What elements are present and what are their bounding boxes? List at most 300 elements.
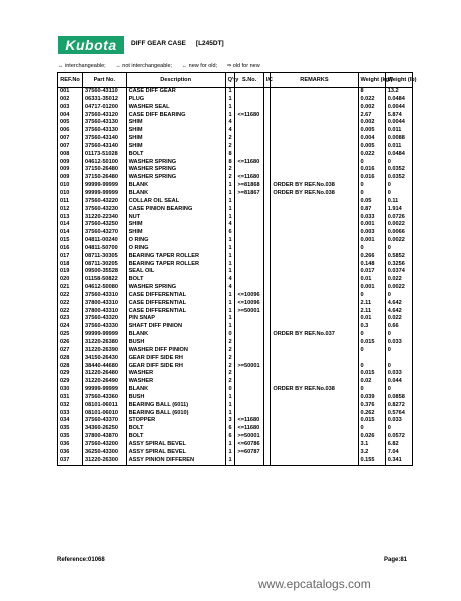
table-cell: 026 xyxy=(58,339,83,347)
table-cell xyxy=(263,394,271,402)
table-row xyxy=(58,308,413,316)
col-weight-lb: Weight (lb) xyxy=(385,73,412,88)
table-cell: 0 xyxy=(225,386,235,394)
table-row xyxy=(58,370,413,378)
table-cell: 3.1 xyxy=(358,441,385,449)
table-cell: 0.003 xyxy=(358,229,385,237)
table-cell xyxy=(235,245,263,253)
table-cell: 1 xyxy=(225,449,235,457)
table-cell: 016 xyxy=(58,245,83,253)
table-cell: 1 xyxy=(225,315,235,323)
table-cell xyxy=(235,206,263,214)
table-cell xyxy=(271,229,358,237)
table-cell: 99999-99999 xyxy=(83,331,127,339)
table-row xyxy=(58,96,413,104)
table-cell: 022 xyxy=(58,300,83,308)
table-cell: <=11680 xyxy=(235,174,263,182)
table-cell: 1 xyxy=(225,308,235,316)
table-cell xyxy=(235,151,263,159)
table-cell: 1 xyxy=(225,292,235,300)
table-cell: 8 xyxy=(225,159,235,167)
table-cell: 0.015 xyxy=(358,417,385,425)
table-cell xyxy=(263,151,271,159)
table-cell: >=50001 xyxy=(235,363,263,371)
table-cell: 1 xyxy=(225,410,235,418)
table-cell xyxy=(235,386,263,394)
table-cell: >=60787 xyxy=(235,449,263,457)
table-cell: 1 xyxy=(225,268,235,276)
table-cell: 1 xyxy=(225,112,235,120)
table-cell xyxy=(263,143,271,151)
table-cell xyxy=(263,88,271,96)
table-cell: ORDER BY REF.No.038 xyxy=(271,190,358,198)
table-cell: 009 xyxy=(58,166,83,174)
table-cell: SEAL OIL xyxy=(126,268,225,276)
table-cell xyxy=(271,237,358,245)
table-row xyxy=(58,355,413,363)
table-cell xyxy=(263,308,271,316)
table-cell: SHIM xyxy=(126,127,225,135)
table-cell: SHIM xyxy=(126,143,225,151)
table-cell: 029 xyxy=(58,370,83,378)
table-cell: ORDER BY REF.No.037 xyxy=(271,331,358,339)
table-cell: WASHER xyxy=(126,370,225,378)
table-cell: ORDER BY REF.No.038 xyxy=(271,182,358,190)
table-cell: WASHER SPRING xyxy=(126,166,225,174)
table-row xyxy=(58,206,413,214)
table-cell: 0.0374 xyxy=(385,268,412,276)
table-cell: 37560-43130 xyxy=(83,127,127,135)
table-cell: 0.5852 xyxy=(385,253,412,261)
table-cell xyxy=(263,355,271,363)
table-cell: 0 xyxy=(358,245,385,253)
table-cell: CASE PINION BEARING xyxy=(126,206,225,214)
table-cell: 014 xyxy=(58,229,83,237)
table-cell: 009 xyxy=(58,174,83,182)
table-cell xyxy=(271,206,358,214)
table-cell xyxy=(271,214,358,222)
table-cell xyxy=(235,261,263,269)
table-row xyxy=(58,112,413,120)
table-cell: CASE DIFF GEAR xyxy=(126,88,225,96)
table-cell xyxy=(235,276,263,284)
table-cell: 0.026 xyxy=(358,433,385,441)
table-cell: 8 xyxy=(358,88,385,96)
table-cell: 0.022 xyxy=(358,151,385,159)
table-cell: ASSY SPIRAL BEVEL xyxy=(126,441,225,449)
table-cell: 1 xyxy=(225,104,235,112)
table-cell: 0.016 xyxy=(358,174,385,182)
table-cell: 34360-26250 xyxy=(83,425,127,433)
table-cell xyxy=(271,355,358,363)
table-cell: 0.0044 xyxy=(385,104,412,112)
table-cell: 0.05 xyxy=(358,198,385,206)
table-cell xyxy=(271,425,358,433)
table-row xyxy=(58,159,413,167)
table-cell: 035 xyxy=(58,425,83,433)
table-cell: 0.017 xyxy=(358,268,385,276)
table-cell xyxy=(271,441,358,449)
col-part-no: Part No. xyxy=(83,73,127,88)
table-cell: 4.642 xyxy=(385,300,412,308)
table-cell: 1 xyxy=(225,182,235,190)
table-cell: 0.0726 xyxy=(385,214,412,222)
table-cell xyxy=(263,166,271,174)
table-row xyxy=(58,214,413,222)
table-cell: 2 xyxy=(225,378,235,386)
table-cell: 0.0066 xyxy=(385,229,412,237)
page-number: Page:81 xyxy=(384,557,408,563)
table-cell xyxy=(271,253,358,261)
table-cell: 0 xyxy=(358,159,385,167)
table-cell xyxy=(271,198,358,206)
table-row xyxy=(58,190,413,198)
table-cell: 37560-43370 xyxy=(83,417,127,425)
table-cell: 0.044 xyxy=(385,378,412,386)
table-cell: GEAR DIFF SIDE RH xyxy=(126,363,225,371)
table-cell: 030 xyxy=(58,386,83,394)
table-cell: 4 xyxy=(225,284,235,292)
table-cell: 0 xyxy=(385,190,412,198)
table-cell xyxy=(263,315,271,323)
table-cell xyxy=(271,402,358,410)
table-cell xyxy=(271,370,358,378)
table-cell: 036 xyxy=(58,441,83,449)
table-cell: 31220-26480 xyxy=(83,370,127,378)
table-cell: 4 xyxy=(225,119,235,127)
table-cell: 007 xyxy=(58,143,83,151)
table-cell xyxy=(271,119,358,127)
table-cell: 37800-43870 xyxy=(83,433,127,441)
table-cell: 0.8272 xyxy=(385,402,412,410)
table-cell: BUSH xyxy=(126,394,225,402)
table-cell: 37800-43310 xyxy=(83,300,127,308)
table-cell xyxy=(263,425,271,433)
table-cell: 6.82 xyxy=(385,441,412,449)
table-cell: 37560-43140 xyxy=(83,143,127,151)
table-cell: 4.642 xyxy=(385,308,412,316)
table-cell: ASSY PINION DIFFEREN xyxy=(126,457,225,465)
table-cell: 0 xyxy=(225,331,235,339)
table-cell: 31220-26390 xyxy=(83,347,127,355)
table-cell: <=10096 xyxy=(235,292,263,300)
table-cell: CASE DIFFERENTIAL xyxy=(126,308,225,316)
table-cell xyxy=(263,347,271,355)
table-cell: 009 xyxy=(58,159,83,167)
table-row xyxy=(58,253,413,261)
table-cell: ASSY SPIRAL BEVEL xyxy=(126,449,225,457)
table-row xyxy=(58,394,413,402)
table-cell: BLANK xyxy=(126,386,225,394)
table-cell: 04612-50080 xyxy=(83,284,127,292)
table-cell: 7.04 xyxy=(385,449,412,457)
table-cell: 013 xyxy=(58,214,83,222)
table-cell xyxy=(235,166,263,174)
table-cell: 09500-35528 xyxy=(83,268,127,276)
table-cell: 08101-06011 xyxy=(83,402,127,410)
table-cell: 1 xyxy=(225,206,235,214)
table-row xyxy=(58,237,413,245)
table-cell: 37560-43200 xyxy=(83,441,127,449)
table-cell xyxy=(235,198,263,206)
table-cell: BEARING BALL (6011) xyxy=(126,402,225,410)
table-cell: 1.914 xyxy=(385,206,412,214)
table-cell: 011 xyxy=(58,198,83,206)
section-title: DIFF GEAR CASE xyxy=(131,40,186,47)
table-cell: 1 xyxy=(225,402,235,410)
table-cell: 01173-51028 xyxy=(83,151,127,159)
table-cell xyxy=(263,300,271,308)
interchangeability-legend xyxy=(58,63,268,69)
table-row xyxy=(58,347,413,355)
table-cell xyxy=(358,355,385,363)
table-cell: NUT xyxy=(126,214,225,222)
table-cell: 3.2 xyxy=(358,449,385,457)
table-cell: 0.001 xyxy=(358,221,385,229)
table-cell: 4 xyxy=(225,127,235,135)
table-row xyxy=(58,315,413,323)
table-row xyxy=(58,284,413,292)
table-cell: WASHER SPRING xyxy=(126,174,225,182)
table-cell: 37150-26480 xyxy=(83,166,127,174)
table-cell: 37560-43110 xyxy=(83,88,127,96)
table-cell xyxy=(263,276,271,284)
table-cell: 0.033 xyxy=(385,370,412,378)
table-cell: 0 xyxy=(385,347,412,355)
table-cell xyxy=(263,449,271,457)
table-cell: 31220-26300 xyxy=(83,457,127,465)
table-cell xyxy=(235,331,263,339)
table-cell: 015 xyxy=(58,237,83,245)
table-row xyxy=(58,127,413,135)
table-row xyxy=(58,88,413,96)
table-cell xyxy=(271,245,358,253)
table-cell xyxy=(263,441,271,449)
table-cell: 014 xyxy=(58,221,83,229)
table-cell xyxy=(271,323,358,331)
table-cell xyxy=(263,253,271,261)
table-cell: ORDER BY REF.No.038 xyxy=(271,386,358,394)
table-cell xyxy=(271,174,358,182)
table-cell: 0.01 xyxy=(358,315,385,323)
table-cell: BUSH xyxy=(126,339,225,347)
table-cell xyxy=(263,339,271,347)
table-cell xyxy=(263,135,271,143)
table-cell: 13.2 xyxy=(385,88,412,96)
table-cell: <=11680 xyxy=(235,159,263,167)
table-row xyxy=(58,261,413,269)
table-cell xyxy=(271,166,358,174)
table-row xyxy=(58,339,413,347)
table-cell: 0.002 xyxy=(358,104,385,112)
table-cell: 37560-43310 xyxy=(83,292,127,300)
table-cell: 2 xyxy=(225,363,235,371)
table-cell xyxy=(235,268,263,276)
table-cell xyxy=(271,417,358,425)
table-cell: 1 xyxy=(225,394,235,402)
table-cell: O RING xyxy=(126,245,225,253)
table-cell: 1 xyxy=(225,253,235,261)
table-cell xyxy=(235,221,263,229)
table-cell xyxy=(271,457,358,465)
table-cell: 2 xyxy=(225,347,235,355)
table-cell: 04811-50700 xyxy=(83,245,127,253)
table-cell xyxy=(271,292,358,300)
table-row xyxy=(58,449,413,457)
table-cell: BEARING BALL (6010) xyxy=(126,410,225,418)
table-cell xyxy=(263,417,271,425)
table-cell: 017 xyxy=(58,253,83,261)
table-cell: 023 xyxy=(58,315,83,323)
table-cell: 37560-43140 xyxy=(83,135,127,143)
table-cell: 1 xyxy=(225,261,235,269)
table-cell: 020 xyxy=(58,276,83,284)
table-cell: 2 xyxy=(225,370,235,378)
table-cell: SHIM xyxy=(126,135,225,143)
table-cell: 6 xyxy=(225,425,235,433)
table-cell xyxy=(263,112,271,120)
table-row xyxy=(58,292,413,300)
table-row xyxy=(58,457,413,465)
table-cell: BLANK xyxy=(126,182,225,190)
table-cell: 5.874 xyxy=(385,112,412,120)
table-cell: BEARING TAPER ROLLER xyxy=(126,253,225,261)
parts-table xyxy=(57,72,417,466)
table-cell: <=11680 xyxy=(235,417,263,425)
table-cell xyxy=(263,402,271,410)
table-cell: 027 xyxy=(58,347,83,355)
table-cell: 001 xyxy=(58,88,83,96)
table-cell: 0.87 xyxy=(358,206,385,214)
table-cell xyxy=(271,159,358,167)
table-cell: 028 xyxy=(58,355,83,363)
table-cell: 0.015 xyxy=(358,339,385,347)
table-cell: SHIM xyxy=(126,119,225,127)
table-cell: 010 xyxy=(58,182,83,190)
table-cell: 01158-50822 xyxy=(83,276,127,284)
table-cell xyxy=(271,151,358,159)
table-cell: 010 xyxy=(58,190,83,198)
legend-item: ← new for old; xyxy=(181,63,218,69)
table-row xyxy=(58,433,413,441)
table-cell: GEAR DIFF SIDE RH xyxy=(126,355,225,363)
table-cell: 0.266 xyxy=(358,253,385,261)
table-cell: 018 xyxy=(58,261,83,269)
table-cell: 0.0858 xyxy=(385,394,412,402)
table-cell xyxy=(271,135,358,143)
table-cell xyxy=(271,261,358,269)
table-cell: 6 xyxy=(225,229,235,237)
table-row xyxy=(58,143,413,151)
table-row xyxy=(58,268,413,276)
table-cell: 0 xyxy=(385,425,412,433)
table-cell: 37560-43120 xyxy=(83,112,127,120)
table-cell: 37560-43250 xyxy=(83,221,127,229)
table-cell xyxy=(385,355,412,363)
col-serial-no: S.No. xyxy=(235,73,263,88)
table-cell: <=11680 xyxy=(235,112,263,120)
table-cell: 4 xyxy=(225,276,235,284)
table-cell: 3 xyxy=(225,417,235,425)
table-cell: BOLT xyxy=(126,433,225,441)
table-cell: 2 xyxy=(225,355,235,363)
table-cell xyxy=(271,268,358,276)
table-row xyxy=(58,386,413,394)
table-cell: 0.5764 xyxy=(385,410,412,418)
table-cell: 1 xyxy=(225,245,235,253)
table-cell: 0 xyxy=(385,363,412,371)
table-cell: 0.0484 xyxy=(385,96,412,104)
table-cell xyxy=(235,229,263,237)
table-cell: 032 xyxy=(58,402,83,410)
table-cell xyxy=(263,268,271,276)
table-cell xyxy=(271,449,358,457)
table-cell: CASE DIFFERENTIAL xyxy=(126,292,225,300)
table-cell: 002 xyxy=(58,96,83,104)
table-cell: WASHER SPRING xyxy=(126,159,225,167)
table-cell: BLANK xyxy=(126,331,225,339)
table-cell: 0.155 xyxy=(358,457,385,465)
table-cell xyxy=(271,96,358,104)
table-cell: 0 xyxy=(385,386,412,394)
legend-item: ↔ interchangeable; xyxy=(58,63,106,69)
table-row xyxy=(58,323,413,331)
table-cell: WASHER DIFF PINION xyxy=(126,347,225,355)
table-cell xyxy=(271,339,358,347)
table-cell: 31220-22340 xyxy=(83,214,127,222)
table-row xyxy=(58,104,413,112)
table-row xyxy=(58,135,413,143)
table-cell: 1 xyxy=(225,441,235,449)
table-cell: 0.02 xyxy=(358,378,385,386)
table-cell: O RING xyxy=(126,237,225,245)
table-cell: 2.11 xyxy=(358,300,385,308)
table-cell: >=81868 xyxy=(235,182,263,190)
table-cell: 0 xyxy=(358,347,385,355)
table-cell: 1 xyxy=(225,214,235,222)
table-cell: 0.022 xyxy=(385,276,412,284)
table-cell xyxy=(263,331,271,339)
table-cell xyxy=(235,394,263,402)
table-cell: SHIM xyxy=(126,229,225,237)
table-cell: WASHER xyxy=(126,378,225,386)
table-header-row xyxy=(58,73,413,88)
col-remarks: REMARKS xyxy=(271,73,358,88)
table-cell: 024 xyxy=(58,323,83,331)
table-cell: 0.0022 xyxy=(385,237,412,245)
table-cell: 0.011 xyxy=(385,143,412,151)
table-cell: 0.033 xyxy=(358,214,385,222)
table-cell: 37560-43330 xyxy=(83,323,127,331)
table-cell: 2.11 xyxy=(358,308,385,316)
table-row xyxy=(58,441,413,449)
table-cell xyxy=(271,112,358,120)
table-cell: PLUG xyxy=(126,96,225,104)
table-cell: 0.001 xyxy=(358,284,385,292)
table-cell: 04612-50100 xyxy=(83,159,127,167)
table-cell xyxy=(235,457,263,465)
table-cell: 0.0044 xyxy=(385,119,412,127)
table-cell xyxy=(263,370,271,378)
table-cell xyxy=(271,378,358,386)
table-cell: 2 xyxy=(225,174,235,182)
table-row xyxy=(58,119,413,127)
table-cell: 0.0022 xyxy=(385,221,412,229)
table-cell: >=81867 xyxy=(235,190,263,198)
table-cell: CASE DIFFERENTIAL xyxy=(126,300,225,308)
table-cell: 36250-43300 xyxy=(83,449,127,457)
table-cell: BOLT xyxy=(126,276,225,284)
